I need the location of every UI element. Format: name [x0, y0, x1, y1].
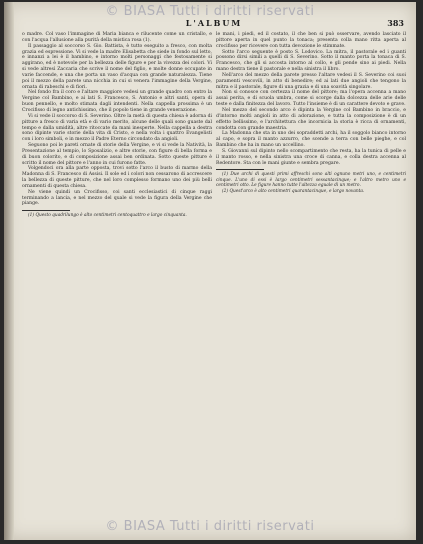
paragraph: Sotto l'arco seguente è posto S. Lodovico. La mitra, il pastorale ed i guanti possono dirsi simili a quelli di S. Severino. Sotto il manto porta la tonaca di S. Francesco, che gli si accosta intorno al collo, e gli pende sino ai piedi. Nella mano destra tiene il pastorale e nella sinistra il libro. [216, 49, 406, 73]
left-column [22, 32, 212, 219]
footnote: (1) Due archi di questi primi affreschi sono alti ognuno metri uno, e centimetri cinque. L'uno di essi è largo centimetri sessantacinque; e l'altro metro uno e centimetri otto. Le figure hanno tutte l'altezza eguale di un metro. [216, 172, 406, 189]
paragraph: Ne viene quindi un Crocifisso, coi santi ecclesiastici di cinque raggi terminando a lancia, e nel mezzo del quale si vede la figura della Vergine che piange. [22, 189, 212, 207]
paragraph: Non si conosce con certezza il nome del pittore; ma l'opera accenna a mano assai perita, e di scuola umbra, come si scorge dalla dolcezza delle arie delle teste e dalla finitezza del lavoro. Tutto l'insieme è di un carattere devoto e grave. [216, 90, 406, 108]
paragraph: Nel mezzo del secondo arco è dipinta la Vergine col Bambino in braccio, e d'intorno molti angioli in atto di adorazione, e tutta la composizione è di un effetto bellissimo, e l'architettura che incornicia la storia è ricca di ornamenti, condotta con grande maestria. [216, 107, 406, 131]
paragraph: Seguono poi le pareti ornate di storie della Vergine, e vi si vede la Natività, la Presentazione al tempio, lo Sposalizio, e altre storie, con figure di bella forma e di buon colorito, e di composizione assai ben ordinata. Sotto queste pitture è scritto il nome del pittore e l'anno in cui furono fatte. [22, 143, 212, 166]
page-header [22, 18, 406, 30]
footnote: (2) Quest'arco è alto centimetri quarantacinque, e largo novanta. [222, 188, 365, 194]
paragraph: S. Giovanni sul dipinto nello scompartimento che resta, ha la tunica di pelle e il manto rosso, e nella sinistra una croce di canna, e colla destra accenna al Redentore. Sta con le mani giunte e sembra pregare. [216, 148, 406, 166]
paragraph: Vi si vede il soccorso di S. Severino. Oltre la metà di questa chiesa è adorna di pitture a fresco di varia età e di vario merito, alcune delle quali sono guaste dal tempo e dalla umidità, altre ritoccate da mani inesperte. Nella cappella a destra sono dipinte varie storie della vita di Cristo, e nella volta i quattro Evangelisti con i loro simboli, e in mezzo il Padre Eterno circondato da angioli. [22, 113, 212, 143]
paragraph: o madre. Col vaso l'immagine di Maria bianca e rilucente come un cristallo, e con l'acqua l'allusione alla purità della mistica rosa (1). [22, 32, 212, 43]
page-number: 383 [387, 18, 404, 28]
paragraph: Nell'arco del mezzo della parete presso l'altare vedesi il S. Severino coi suoi paramenti vescovili, in atto di benedire; ed ai lati due angioli che tengono la mitra e il pastorale, figure di una grazia e di una soavità singolare. [216, 72, 406, 90]
footnote: (1) Questo quadrilungo è alto centimetri centoquattro e largo cinquanta. [28, 213, 187, 219]
footnote-divider [22, 210, 70, 211]
watermark-bottom: © BIASA Tutti i diritti riservati [105, 519, 315, 534]
footnote-divider [216, 169, 264, 170]
paragraph: Volgendoci ora alla parte opposta, trovi sotto l'arco il busto di marmo della Madonna di S. Francesco di Assisi. Il sole ed i colori non cessarono di accrescere la bellezza di queste pitture, che nel loro complesso formano uno dei più belli ornamenti di questa chiesa. [22, 166, 212, 189]
right-column [216, 32, 406, 194]
paragraph: le mani, i piedi, ed il costato, il che ben si può osservare, avendo lasciato il pittore aperta in quel punto la tonaca; presenta colla mano ritta aperta al crocifisso per ricevere con tutta devozione le stimmate. [216, 32, 406, 49]
paragraph: Nel fondo fra il coro e l'altare maggiore vedesi un grande quadro con entro la Vergine col Bambino, e ai lati S. Francesco, S. Antonio e altri santi, opera di buon pennello, e molto stimata dagli intendenti. Nella cappella prossima è un Crocifisso di legno antichissimo, che il popolo tiene in grande venerazione. [22, 90, 212, 113]
book-spine-shadow [4, 2, 14, 540]
paragraph: La Madonna che sta in uno dei sopraddetti archi, ha il soggolo bianco intorno al capo, e sopra il manto azzurro, che scende a terra con belle pieghe, e col Bambino che ha in mano un uccellino. [216, 131, 406, 149]
paragraph: Il passaggio al soccorso S. Gio. Battista, è tutto eseguito a fresco, con molta grazia ed espressione. Vi si vede la madre Elisabetta che siede in fondo sul letto, e innanzi a lei è il bambino, e intorno molti personaggi che festosamente si aggirano, ed è notevole per la bellezza delle figure e per la vivezza dei colori. Vi si vede altresì Zaccaria che scrive il nome del figlio, e molte donne occupate in varie faccende, e una che porta un vaso d'acqua con grande naturalezza. Tiene poi il mezzo della parete una nicchia in cui si venera l'immagine della Vergine, ornata di rabeschi e di fiori. [22, 43, 212, 90]
watermark-top: © BIASA Tutti i diritti riservati [105, 4, 315, 19]
running-title: L'ALBUM [185, 18, 243, 28]
document-page [4, 2, 416, 540]
